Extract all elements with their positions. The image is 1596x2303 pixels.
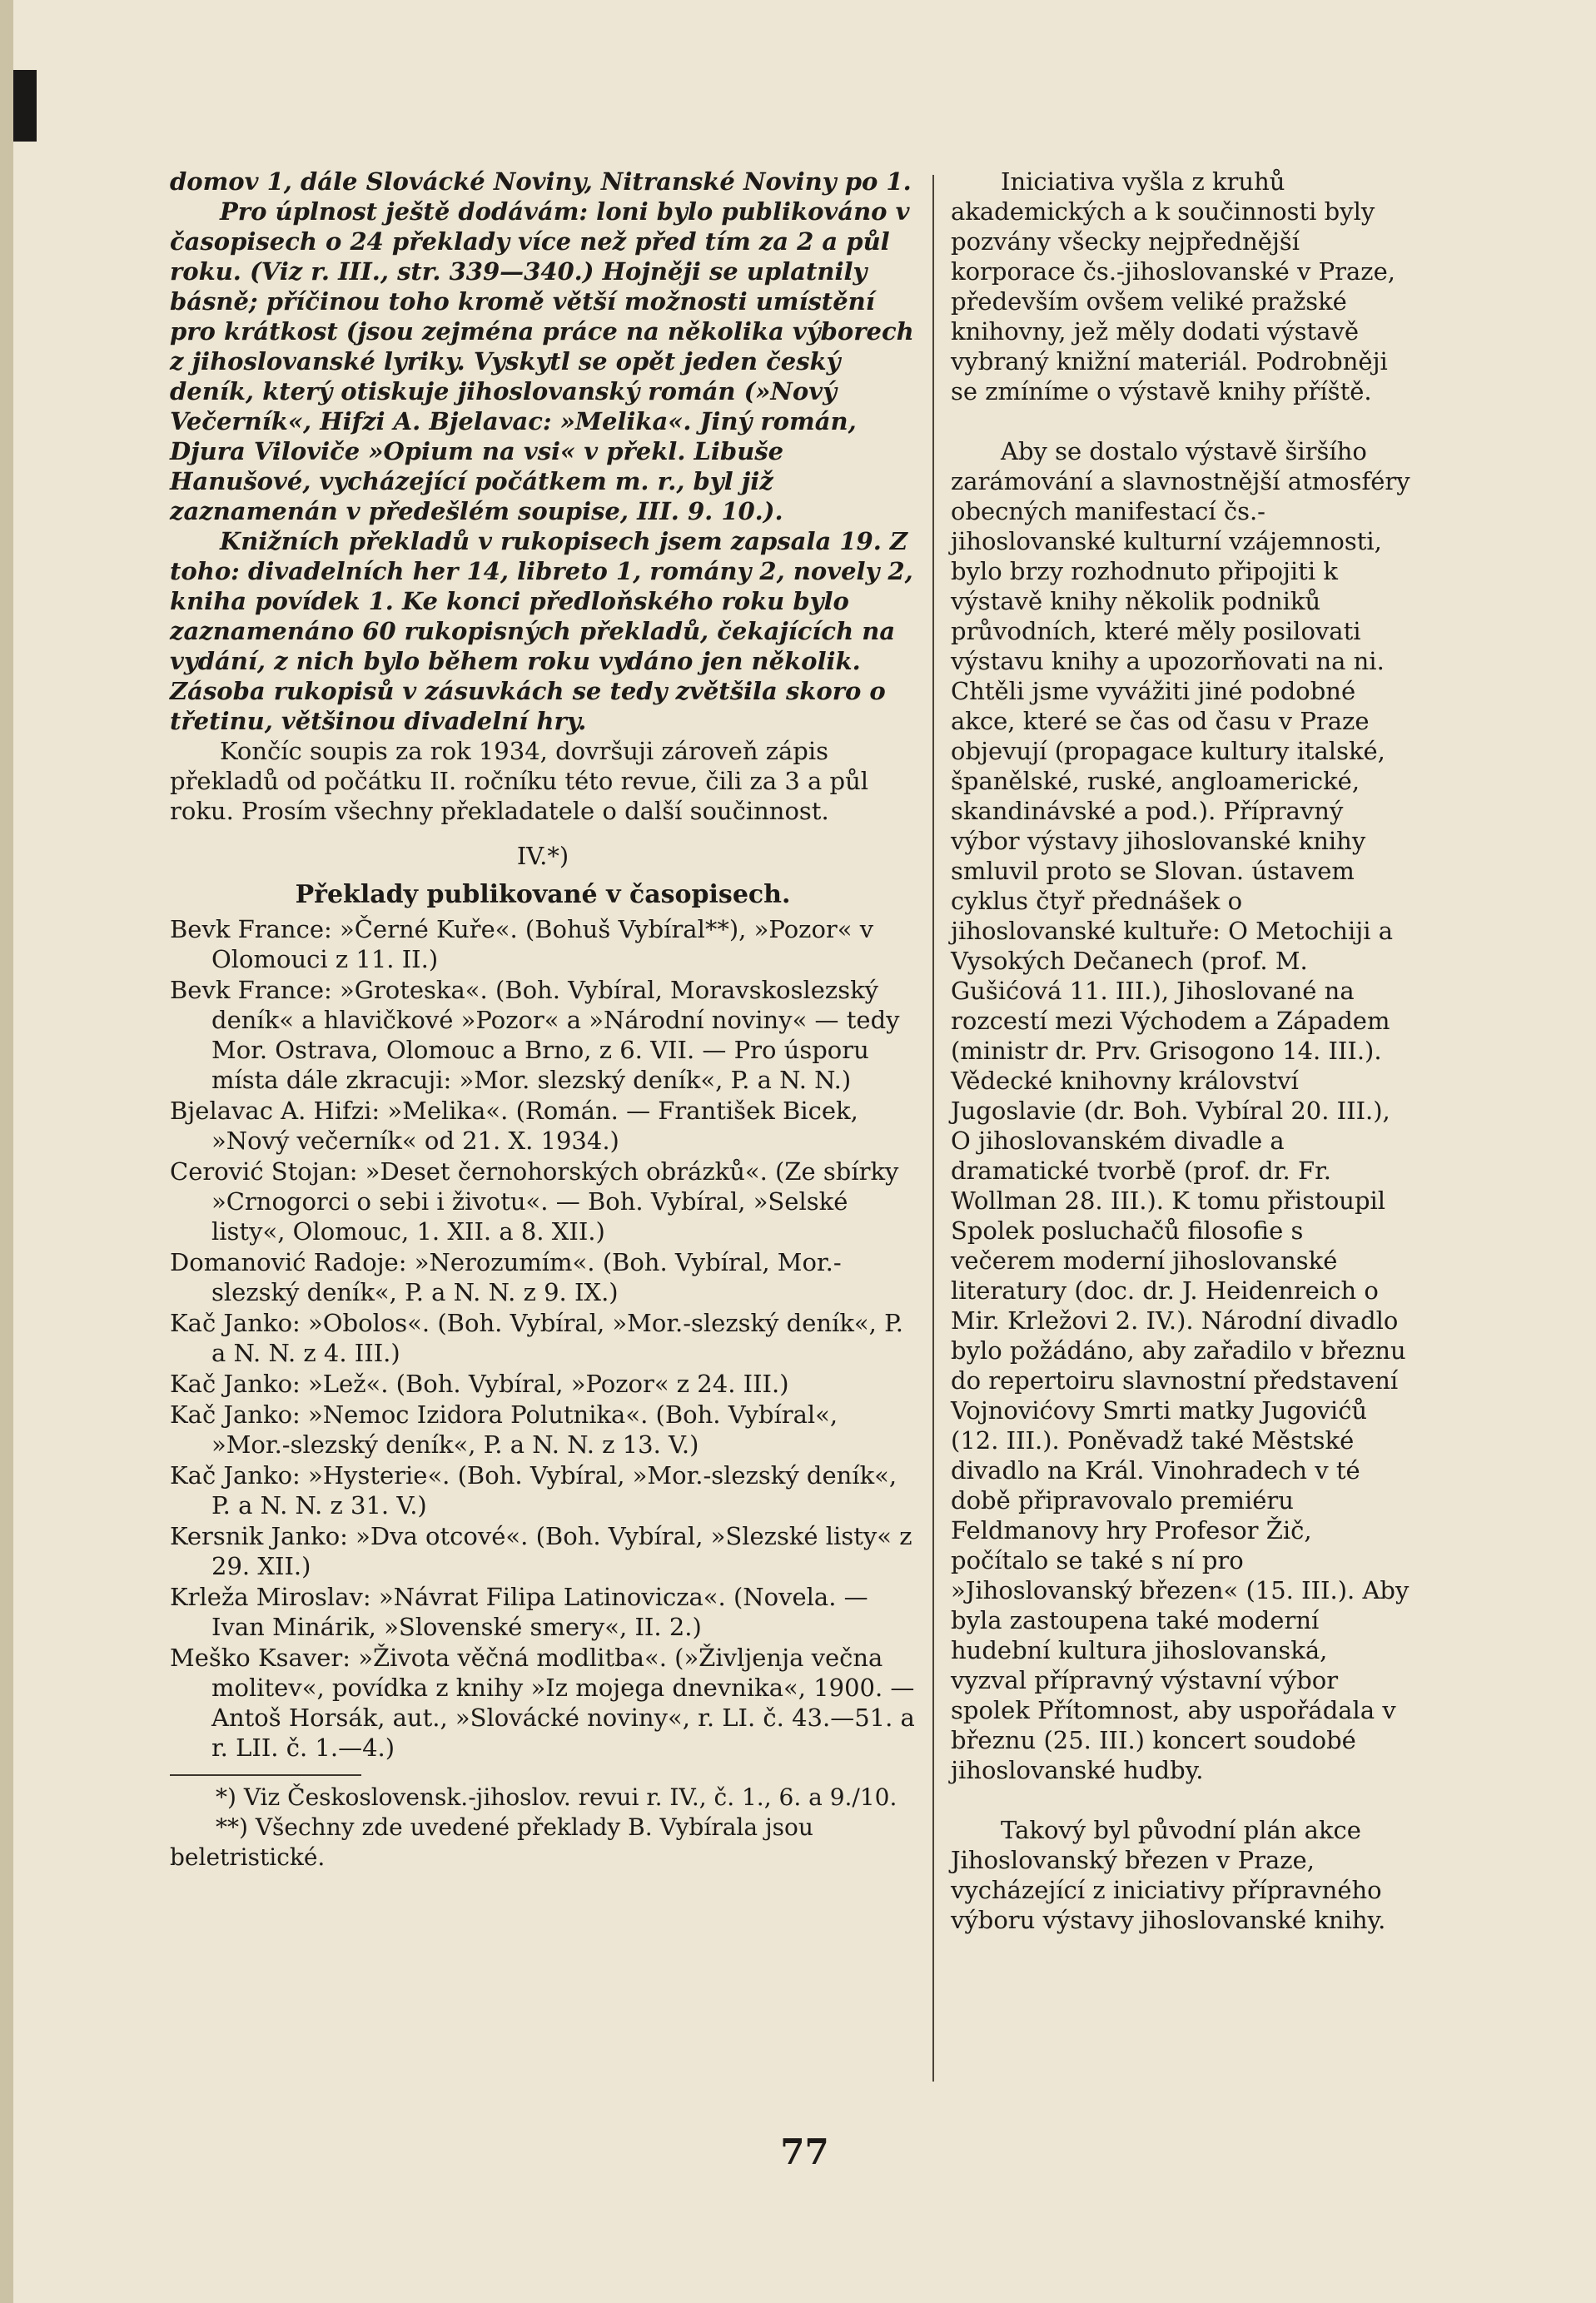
list-item: Kač Janko: »Nemoc Izidora Polutnika«. (Boh. Vybíral«, »Mor.-slezský deník«, P. a N. N. z 13. V.) [170, 1400, 838, 1459]
column-divider [932, 175, 934, 2082]
page-edge-tab [13, 70, 37, 142]
list-item: Kač Janko: »Hysterie«. (Boh. Vybíral, »Mor.-slezský deník«, P. a N. N. z 31. V.) [170, 1461, 897, 1520]
section-number: IV.*) [516, 842, 569, 870]
document-page [13, 0, 1596, 2303]
list-item: Meško Ksaver: »Života věčná modlitba«. (»Življenja večna molitev«, povídka z knihy »Iz mojega dnevnika«, 1900. — Antoš Horsák, aut., »Slovácké noviny«, r. LI. č. 43.—51. a r. LII. č. 1.—4.) [170, 1644, 915, 1762]
list-item: Domanović Radoje: »Nerozumím«. (Boh. Vybíral, Mor.-slezský deník«, P. a N. N. z 9. IX.) [170, 1248, 842, 1306]
page-number: 77 [780, 2131, 829, 2172]
translation-list [170, 914, 916, 1763]
list-item: Kač Janko: »Obolos«. (Boh. Vybíral, »Mor.-slezský deník«, P. a N. N. z 4. III.) [170, 1309, 903, 1367]
list-item: Cerović Stojan: »Deset černohorských obrázků«. (Ze sbírky »Crnogorci o sebi i životu«. — Boh. Vybíral, »Selské listy«, Olomouc, 1. XII. a 8. XII.) [170, 1157, 899, 1246]
intro-paragraph: Pro úplnost ještě dodávám: loni bylo publikováno v časopisech o 24 překlady více než před tím za 2 a půl roku. (Viz r. III., str. 339—340.) Hojněji se uplatnily básně; příčinou toho kromě větší možnosti umístění pro krátkost (jsou zejména práce na několika výborech z jihoslovanské lyriky. Vyskytl se opět jeden český deník, který otiskuje jihoslovanský román (»Nový Večerník«, Hifzi A. Bjelavac: »Melika«. Jiný román, Djura Viloviče »Opium na vsi« v překl. Libuše Hanušové, vycházející počátkem m. r., byl již zaznamenán v předešlém soupise, III. 9. 10.). [170, 197, 914, 525]
manuscripts-paragraph: Knižních překladů v rukopisech jsem zapsala 19. Z toho: divadelních her 14, libreto 1, romány 2, novely 2, kniha povídek 1. Ke konci předloňského roku bylo zaznamenáno 60 rukopisných překladů, čekajících na vydání, z nich bylo během roku vydáno jen několik. Zásoba rukopisů v zásuvkách se tedy zvětšila skoro o třetinu, většinou divadelní hry. [170, 527, 913, 735]
closing-paragraph: Končíc soupis za rok 1934, dovršuji zároveň zápis překladů od počátku II. ročníku této revue, čili za 3 a půl roku. Prosím všechny překladatele o další součinnost. [170, 737, 869, 825]
list-item: Bevk France: »Černé Kuře«. (Bohuš Vybíral**), »Pozor« v Olomouci z 11. II.) [170, 915, 874, 973]
right-column [951, 167, 1410, 1935]
list-item: Krleža Miroslav: »Návrat Filipa Latinovicza«. (Novela. — Ivan Minárik, »Slovenské smery«, II. 2.) [170, 1583, 868, 1641]
list-item: Kač Janko: »Lež«. (Boh. Vybíral, »Pozor« z 24. III.) [170, 1370, 789, 1398]
footnote: **) Všechny zde uvedené překlady B. Vybírala jsou beletristické. [170, 1813, 813, 1871]
list-item: Bevk France: »Groteska«. (Boh. Vybíral, Moravskoslezský deník« a hlavičkové »Pozor« a »Národní noviny« — tedy Mor. Ostrava, Olomouc a Brno, z 6. VII. — Pro úsporu místa dále zkracuji: »Mor. slezský deník«, P. a N. N.) [170, 976, 900, 1094]
body-paragraph: Aby se dostalo výstavě širšího zarámování a slavnostnější atmosféry obecných manifestací čs.-jihoslovanské kulturní vzájemnosti, bylo brzy rozhodnuto připojiti k výstavě knihy několik podniků průvodních, které měly posilovati výstavu knihy a upozorňovati na ni. Chtěli jsme vyvážiti jiné podobné akce, které se čas od času v Praze objevují (propagace kultury italské, španělské, ruské, angloamerické, skandinávské a pod.). Přípravný výbor výstavy jihoslovanské knihy smluvil proto se Slovan. ústavem cyklus čtyř přednášek o jihoslovanské kultuře: O Metochiji a Vysokých Dečanech (prof. M. Gušićová 11. III.), Jihoslované na rozcestí mezi Východem a Západem (ministr dr. Prv. Grisogono 14. III.). Vědecké knihovny království Jugoslavie (dr. Boh. Vybíral 20. III.), O jihoslovanském divadle a dramatické tvorbě (prof. dr. Fr. Wollman 28. III.). K tomu přistoupil Spolek posluchačů filosofie s večerem moderní jihoslovanské literatury (doc. dr. J. Heidenreich o Mir. Krležovi 2. IV.). Národní divadlo bylo požádáno, aby zařadilo v březnu do repertoiru slavnostní představení Vojnovićovy Smrti matky Jugovićů (12. III.). Poněvadž také Městské divadlo na Král. Vinohradech v té době připravovalo premiéru Feldmanovy hry Profesor Žič, počítalo se také s ní pro »Jihoslovanský březen« (15. III.). Aby byla zastoupena také moderní hudební kultura jihoslovanská, vyzval přípravný výstavní výbor spolek Přítomnost, aby uspořádala v březnu (25. III.) koncert soudobé jihoslovanské hudby. [951, 437, 1410, 1784]
left-column [170, 167, 916, 1873]
intro-paragraph: domov 1, dále Slovácké Noviny, Nitranské Noviny po 1. [170, 167, 912, 196]
list-item: Bjelavac A. Hifzi: »Melika«. (Román. — František Bicek, »Nový večerník« od 21. X. 1934.) [170, 1097, 858, 1155]
footnote: *) Viz Československ.-jihoslov. revui r. IV., č. 1., 6. a 9./10. [216, 1783, 897, 1811]
body-paragraph: Iniciativa vyšla z kruhů akademických a k součinnosti byly pozvány všecky nejpřednější korporace čs.-jihoslovanské v Praze, především ovšem veliké pražské knihovny, jež měly dodati výstavě vybraný knižní materiál. Podrobněji se zmíníme o výstavě knihy příště. [951, 167, 1395, 405]
footnote-divider [170, 1774, 361, 1776]
body-paragraph: Takový byl původní plán akce Jihoslovanský březen v Praze, vycházející z iniciativy přípravného výboru výstavy jihoslovanské knihy. [951, 1816, 1386, 1934]
list-item: Kersnik Janko: »Dva otcové«. (Boh. Vybíral, »Slezské listy« z 29. XII.) [170, 1522, 912, 1580]
section-title: Překlady publikované v časopisech. [295, 880, 791, 909]
